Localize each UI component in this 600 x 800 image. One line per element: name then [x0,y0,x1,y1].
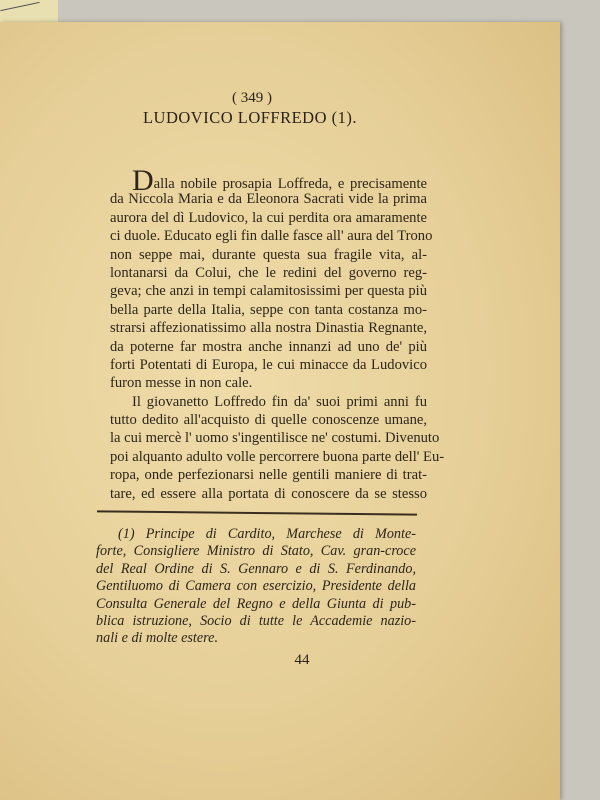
text-line: furon messe in non cale. [110,375,253,392]
footnote-line: del Real Ordine di S. Gennaro e di S. Ferdinando, [96,560,416,577]
footnote [96,526,416,648]
text-line: la cui mercè l' uomo s'ingentilisce ne' costumi. Divenuto [110,430,440,447]
drop-cap: D [132,164,154,197]
text-line: poi alquanto adulto volle percorrere buona parte dell' Eu- [110,448,445,465]
body-text [110,164,445,503]
footnote-line: (1) Principe di Cardito, Marchese di Monte- [118,526,416,542]
text-line: aurora del dì Ludovico, la cui perdita ora amaramente [110,209,427,226]
footnote-line: forte, Consigliere Ministro di Stato, Cav. gran-croce [96,543,416,560]
text-line: strarsi affezionatissimo alla nostra Dinastia Regnante, [110,320,427,337]
text-line [110,164,427,197]
text-line: forti Potentati di Europa, le cui minacce da Ludovico [110,356,427,373]
page-number: ( 349 ) [232,90,272,106]
text-line: lontanarsi da Colui, che le redini del governo reg- [110,264,427,281]
footnote-line: nali e di molte estere. [96,630,219,647]
text-line: ropa, onde perfezionarsi nelle gentili maniere di trat- [110,467,427,484]
text-line: ci duole. Educato egli fin dalle fasce all' aura del Trono [110,228,433,245]
footnote-line: Consulta Generale del Regno e della Giunta di pub- [96,595,416,612]
document-page [0,22,560,800]
text-line: da Niccola Maria e da Eleonora Sacrati vide la prima [110,191,427,208]
text-line-rest: alla nobile prosapia Loffreda, e precisamente [153,176,427,192]
text-line: tare, ed essere alla portata di conoscere da se stesso [110,485,427,502]
text-line: non seppe mai, durante questa sua fragile vita, al- [110,246,427,263]
footnote-line: Gentiluomo di Camera con esercizio, Presidente della [96,578,416,595]
text-line: Il giovanetto Loffredo fin da' suoi primi anni fu [132,393,427,410]
footnote-line: blica istruzione, Socio di tutte le Accademie nazio- [96,612,416,629]
text-line: geva; che anzi in tempi calamitosissimi per questa più [110,283,427,300]
text-line: da poterne far mostra anche innanzi ad uno de' più [110,338,427,355]
footnote-rule [97,510,417,515]
signature-mark: 44 [294,652,310,668]
text-line: tutto dedito all'acquisto di quelle conoscenze umane, [110,412,427,429]
page-title: LUDOVICO LOFFREDO (1). [142,108,358,127]
text-line: bella parte della Italia, seppe con tanta costanza mo- [110,301,427,318]
